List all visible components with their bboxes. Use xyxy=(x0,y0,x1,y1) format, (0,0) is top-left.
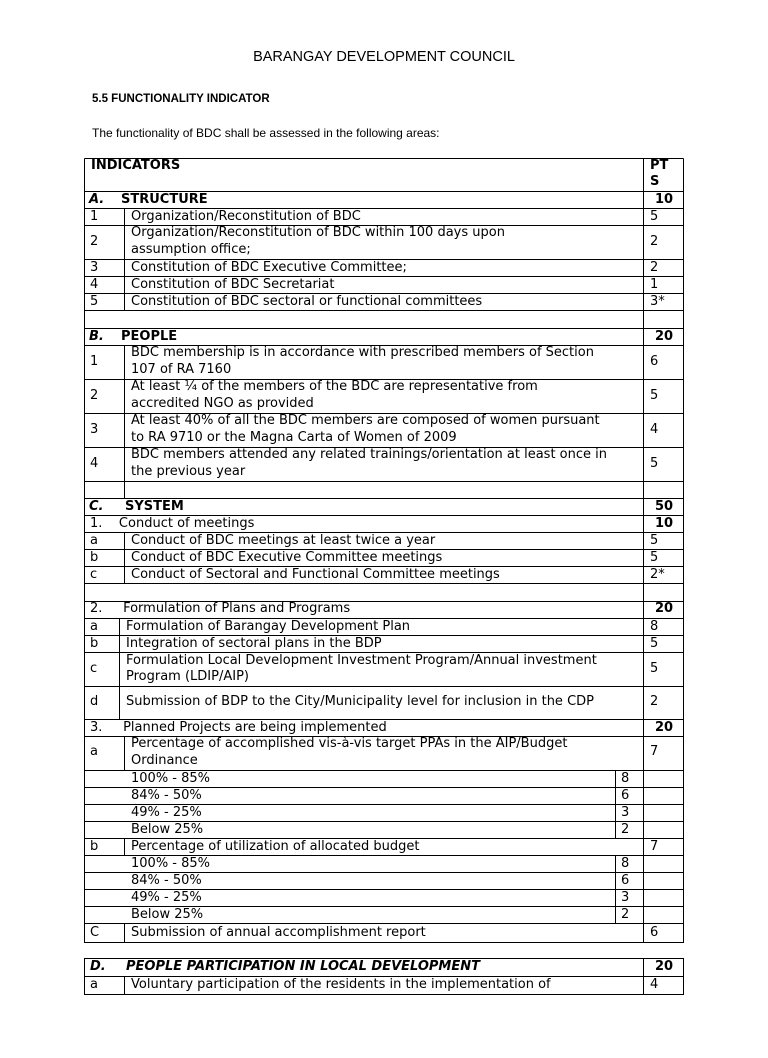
section-b-pts: 20 xyxy=(655,329,674,344)
row-num: b xyxy=(90,636,99,651)
group-2-title: 2. Formulation of Plans and Programs xyxy=(90,601,351,616)
range-label: Below 25% xyxy=(131,822,204,837)
range-label: 49% - 25% xyxy=(131,890,202,905)
row-text: BDC membership is in accordance with prescribed members of Section xyxy=(131,345,594,360)
range-score: 6 xyxy=(621,873,630,888)
row-num: 2 xyxy=(90,388,99,403)
section-b-title: PEOPLE xyxy=(121,329,178,344)
group-1-title: 1. Conduct of meetings xyxy=(90,516,255,531)
row-text-cont: Program (LDIP/AIP) xyxy=(126,669,249,684)
row-pts: 5 xyxy=(650,636,659,651)
row-num: C xyxy=(90,925,100,940)
range-label: 100% - 85% xyxy=(131,771,211,786)
row-pts: 4 xyxy=(650,977,659,992)
row-text: Voluntary participation of the residents in the implementation of xyxy=(131,977,551,992)
row-text: Submission of BDP to the City/Municipality level for inclusion in the CDP xyxy=(126,694,594,709)
row-num: d xyxy=(90,694,99,709)
row-pts: 7 xyxy=(650,744,659,759)
row-pts: 2 xyxy=(650,234,659,249)
row-text: Conduct of Sectoral and Functional Committee meetings xyxy=(131,567,500,582)
row-pts: 5 xyxy=(650,209,659,224)
range-score: 2 xyxy=(621,822,630,837)
row-num: 1 xyxy=(90,209,99,224)
range-label: 84% - 50% xyxy=(131,788,202,803)
row-pts: 1 xyxy=(650,277,659,292)
row-pts: 5 xyxy=(650,550,659,565)
group-3-title: 3. Planned Projects are being implemented xyxy=(90,720,387,735)
row-pts: 5 xyxy=(650,388,659,403)
indicators-table xyxy=(84,158,684,1058)
row-pts: 2 xyxy=(650,260,659,275)
row-num: a xyxy=(90,744,98,759)
row-pts: 6 xyxy=(650,925,659,940)
section-d-pts: 20 xyxy=(655,959,674,974)
range-label: 100% - 85% xyxy=(131,856,211,871)
header-pts-line2: S xyxy=(650,174,660,189)
range-label: 84% - 50% xyxy=(131,873,202,888)
row-text-cont: the previous year xyxy=(131,464,246,479)
row-text: Percentage of accomplished vis-à-vis target PPAs in the AIP/Budget xyxy=(131,736,568,751)
range-label: Below 25% xyxy=(131,907,204,922)
range-score: 8 xyxy=(621,771,630,786)
row-num: 4 xyxy=(90,456,99,471)
section-b-letter: B. xyxy=(89,329,104,344)
section-a-pts: 10 xyxy=(655,192,674,207)
row-num: a xyxy=(90,533,98,548)
group-1-pts: 10 xyxy=(655,516,674,531)
row-pts: 7 xyxy=(650,839,659,854)
section-heading: 5.5 FUNCTIONALITY INDICATOR xyxy=(92,93,270,105)
row-pts: 3* xyxy=(650,294,665,309)
range-score: 2 xyxy=(621,907,630,922)
range-score: 3 xyxy=(621,890,630,905)
row-num: a xyxy=(90,619,98,634)
range-score: 3 xyxy=(621,805,630,820)
row-num: b xyxy=(90,550,99,565)
row-text-cont: 107 of RA 7160 xyxy=(131,362,232,377)
row-pts: 6 xyxy=(650,354,659,369)
row-text: At least 40% of all the BDC members are composed of women pursuant xyxy=(131,413,600,428)
row-text-cont: to RA 9710 or the Magna Carta of Women of 2009 xyxy=(131,430,457,445)
section-c-title: SYSTEM xyxy=(125,499,184,514)
row-text: BDC members attended any related trainings/orientation at least once in xyxy=(131,447,607,462)
row-num: 5 xyxy=(90,294,99,309)
row-num: 1 xyxy=(90,354,99,369)
row-num: a xyxy=(90,977,98,992)
document-title: BARANGAY DEVELOPMENT COUNCIL xyxy=(253,49,515,65)
row-num: 2 xyxy=(90,234,99,249)
row-text: Constitution of BDC sectoral or functional committees xyxy=(131,294,483,309)
row-num: 3 xyxy=(90,422,99,437)
row-text-cont: accredited NGO as provided xyxy=(131,396,314,411)
row-text: Constitution of BDC Secretariat xyxy=(131,277,335,292)
row-pts: 5 xyxy=(650,661,659,676)
section-c-pts: 50 xyxy=(655,499,674,514)
row-text: Formulation of Barangay Development Plan xyxy=(126,619,411,634)
group-2-pts: 20 xyxy=(655,601,674,616)
section-a-title: STRUCTURE xyxy=(121,192,208,207)
row-pts: 4 xyxy=(650,422,659,437)
row-num: 4 xyxy=(90,277,99,292)
section-d-title: PEOPLE PARTICIPATION IN LOCAL DEVELOPMENT xyxy=(126,959,480,974)
row-text: Conduct of BDC Executive Committee meetings xyxy=(131,550,443,565)
group-3-pts: 20 xyxy=(655,720,674,735)
row-text: Percentage of utilization of allocated budget xyxy=(131,839,420,854)
range-score: 6 xyxy=(621,788,630,803)
row-text-cont: Ordinance xyxy=(131,753,198,768)
row-text: Conduct of BDC meetings at least twice a year xyxy=(131,533,436,548)
row-pts: 2* xyxy=(650,567,665,582)
row-num: c xyxy=(90,567,98,582)
section-a-letter: A. xyxy=(89,192,105,207)
row-text: Organization/Reconstitution of BDC within 100 days upon xyxy=(131,225,505,240)
row-num: c xyxy=(90,661,98,676)
row-num: b xyxy=(90,839,99,854)
row-text: Submission of annual accomplishment report xyxy=(131,925,426,940)
row-text: Integration of sectoral plans in the BDP xyxy=(126,636,382,651)
row-pts: 5 xyxy=(650,533,659,548)
section-d-letter: D. xyxy=(90,959,106,974)
row-text: Constitution of BDC Executive Committee; xyxy=(131,260,407,275)
header-pts-line1: PT xyxy=(650,158,669,173)
row-text: At least ¼ of the members of the BDC are representative from xyxy=(131,379,538,394)
row-pts: 5 xyxy=(650,456,659,471)
range-score: 8 xyxy=(621,856,630,871)
row-text: Organization/Reconstitution of BDC xyxy=(131,209,361,224)
row-pts: 2 xyxy=(650,694,659,709)
row-text-cont: assumption office; xyxy=(131,242,251,257)
row-text: Formulation Local Development Investment Program/Annual investment xyxy=(126,653,597,668)
intro-text: The functionality of BDC shall be assessed in the following areas: xyxy=(92,126,440,140)
range-label: 49% - 25% xyxy=(131,805,202,820)
section-c-letter: C. xyxy=(89,499,104,514)
row-pts: 8 xyxy=(650,619,659,634)
header-indicators: INDICATORS xyxy=(91,158,181,173)
row-num: 3 xyxy=(90,260,99,275)
